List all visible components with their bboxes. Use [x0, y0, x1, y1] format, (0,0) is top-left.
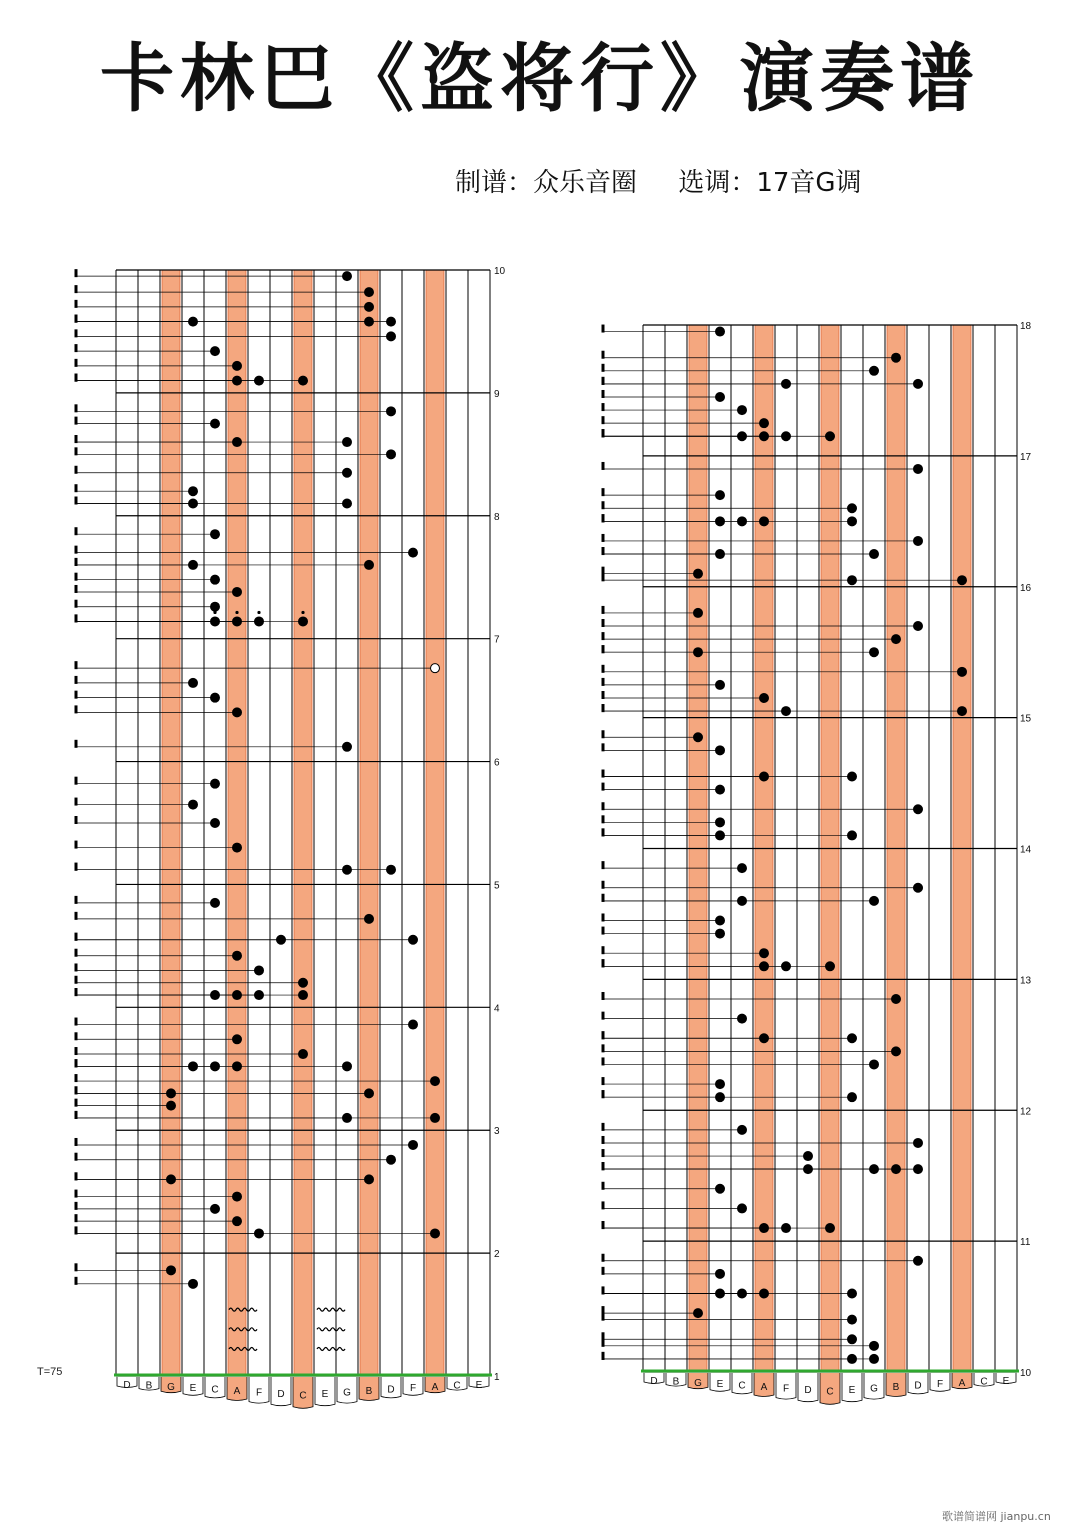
- key-label: C: [453, 1380, 461, 1392]
- note-dot: [233, 361, 242, 370]
- measure-label: 7: [494, 634, 500, 646]
- note-dot: [211, 819, 220, 828]
- note-dot: [343, 1062, 352, 1071]
- note-dot: [738, 1014, 747, 1023]
- note-dot: [409, 1140, 418, 1149]
- note-dot: [716, 785, 725, 794]
- note-dot: [738, 1204, 747, 1213]
- note-dot: [211, 898, 220, 907]
- measure-label: 6: [494, 757, 500, 769]
- tremolo-mark: [317, 1347, 345, 1350]
- note-dot: [387, 1155, 396, 1164]
- note-dot: [233, 1035, 242, 1044]
- note-dot: [716, 746, 725, 755]
- note-dot: [716, 327, 725, 336]
- key-label: E: [321, 1388, 329, 1400]
- staccato-mark: [213, 611, 216, 614]
- key-label: E: [716, 1379, 724, 1391]
- note-dot: [189, 1279, 198, 1288]
- key-label: D: [387, 1384, 395, 1396]
- note-dot: [892, 635, 901, 644]
- note-dot: [343, 272, 352, 281]
- staccato-mark: [257, 611, 260, 614]
- note-dot: [848, 504, 857, 513]
- note-dot: [343, 499, 352, 508]
- note-dot: [365, 1089, 374, 1098]
- key-label: D: [123, 1380, 131, 1391]
- note-dot: [870, 1060, 879, 1069]
- note-dot: [914, 379, 923, 388]
- note-dot: [716, 1080, 725, 1089]
- note-dot: [211, 779, 220, 788]
- note-dot: [189, 487, 198, 496]
- note-dot: [343, 468, 352, 477]
- note-dot: [848, 1093, 857, 1102]
- note-dot: [299, 978, 308, 987]
- key-label: E: [848, 1384, 856, 1396]
- note-dot: [233, 843, 242, 852]
- note-dot: [431, 664, 440, 673]
- note-dot: [716, 929, 725, 938]
- key-label: F: [936, 1379, 944, 1391]
- highlight-column: [294, 270, 312, 1376]
- key-label: A: [958, 1377, 966, 1389]
- key-label: G: [694, 1377, 702, 1389]
- key-label: G: [167, 1381, 175, 1393]
- key-label: D: [804, 1384, 812, 1396]
- key-label: B: [365, 1386, 373, 1398]
- measure-label: 10: [494, 266, 506, 277]
- measure-label: 13: [1020, 975, 1032, 987]
- note-dot: [431, 1229, 440, 1238]
- note-dot: [299, 1050, 308, 1059]
- key-label: D: [650, 1376, 658, 1387]
- note-dot: [848, 1289, 857, 1298]
- watermark: 歌谱简谱网 jianpu.cn: [942, 1510, 1051, 1523]
- key-label: F: [409, 1383, 417, 1395]
- note-dot: [431, 1113, 440, 1122]
- key-label: E: [189, 1383, 197, 1395]
- note-dot: [211, 1204, 220, 1213]
- note-dot: [914, 1165, 923, 1174]
- note-dot: [387, 865, 396, 874]
- note-dot: [804, 1152, 813, 1161]
- key-label: C: [211, 1384, 219, 1396]
- key-label: C: [738, 1380, 746, 1392]
- note-dot: [716, 1184, 725, 1193]
- note-dot: [848, 1034, 857, 1043]
- key-label: B: [892, 1382, 900, 1394]
- measure-label: 15: [1020, 713, 1032, 725]
- note-dot: [738, 1125, 747, 1134]
- note-dot: [716, 916, 725, 925]
- note-dot: [738, 406, 747, 415]
- measure-label: 17: [1020, 451, 1032, 463]
- note-dot: [694, 1309, 703, 1318]
- note-dot: [716, 680, 725, 689]
- note-dot: [892, 1047, 901, 1056]
- note-dot: [870, 366, 879, 375]
- note-dot: [870, 896, 879, 905]
- note-dot: [914, 536, 923, 545]
- note-dot: [167, 1101, 176, 1110]
- note-dot: [694, 733, 703, 742]
- note-dot: [870, 648, 879, 657]
- chart-left: [76, 266, 506, 1408]
- note-dot: [958, 576, 967, 585]
- key-label: A: [760, 1382, 768, 1394]
- note-dot: [233, 708, 242, 717]
- key-label: B: [145, 1380, 153, 1392]
- staccato-mark: [301, 611, 304, 614]
- note-dot: [848, 831, 857, 840]
- measure-label: 1: [494, 1372, 500, 1383]
- note-dot: [914, 622, 923, 631]
- measure-label: 11: [1020, 1237, 1031, 1249]
- note-dot: [211, 575, 220, 584]
- page-title: 卡林巴《盗将行》演奏谱: [100, 36, 980, 122]
- note-dot: [255, 966, 264, 975]
- note-dot: [760, 419, 769, 428]
- note-dot: [738, 864, 747, 873]
- subtitle: 制谱：众乐音圈 选调：17音G调: [455, 168, 862, 198]
- note-dot: [848, 1315, 857, 1324]
- note-dot: [299, 617, 308, 626]
- note-dot: [233, 1217, 242, 1226]
- note-dot: [958, 707, 967, 716]
- measure-label: 5: [494, 880, 500, 892]
- key-label: D: [277, 1388, 285, 1400]
- note-dot: [365, 302, 374, 311]
- key-label: C: [299, 1390, 307, 1402]
- note-dot: [211, 693, 220, 702]
- measure-label: 12: [1020, 1106, 1032, 1118]
- note-dot: [716, 491, 725, 500]
- measure-label: 4: [494, 1003, 500, 1015]
- key-label: G: [343, 1387, 351, 1399]
- measure-label: 8: [494, 511, 500, 523]
- note-dot: [914, 464, 923, 473]
- note-dot: [365, 914, 374, 923]
- note-dot: [365, 560, 374, 569]
- chart-right: [603, 321, 1032, 1404]
- note-dot: [299, 376, 308, 385]
- note-dot: [914, 883, 923, 892]
- note-dot: [189, 678, 198, 687]
- tremolo-mark: [317, 1308, 345, 1311]
- note-dot: [716, 818, 725, 827]
- note-dot: [826, 1224, 835, 1233]
- note-dot: [870, 550, 879, 559]
- note-dot: [870, 1341, 879, 1350]
- note-dot: [211, 347, 220, 356]
- note-dot: [892, 995, 901, 1004]
- measure-label: 16: [1020, 582, 1032, 594]
- measure-label: 18: [1020, 321, 1032, 332]
- highlight-column: [228, 270, 246, 1376]
- key-label: E: [1002, 1376, 1010, 1387]
- key-label: A: [431, 1381, 439, 1393]
- highlight-column: [426, 270, 444, 1376]
- staccato-mark: [235, 611, 238, 614]
- note-dot: [848, 1335, 857, 1344]
- note-dot: [760, 949, 769, 958]
- note-dot: [387, 332, 396, 341]
- note-dot: [233, 1192, 242, 1201]
- tremolo-mark: [317, 1328, 345, 1331]
- note-dot: [694, 608, 703, 617]
- note-dot: [211, 602, 220, 611]
- note-dot: [826, 962, 835, 971]
- note-dot: [167, 1266, 176, 1275]
- note-dot: [409, 935, 418, 944]
- key-label: A: [233, 1386, 241, 1398]
- note-dot: [387, 407, 396, 416]
- note-dot: [211, 530, 220, 539]
- note-dot: [914, 1138, 923, 1147]
- note-dot: [409, 1020, 418, 1029]
- note-dot: [848, 517, 857, 526]
- key-label: B: [672, 1376, 680, 1388]
- note-dot: [716, 1269, 725, 1278]
- measure-label: 14: [1020, 844, 1032, 856]
- key-label: G: [870, 1383, 878, 1395]
- highlight-column: [360, 270, 378, 1376]
- note-dot: [387, 450, 396, 459]
- note-dot: [365, 1175, 374, 1184]
- note-dot: [958, 667, 967, 676]
- note-dot: [343, 438, 352, 447]
- measure-label: 10: [1020, 1368, 1032, 1379]
- key-label: E: [475, 1380, 483, 1391]
- note-dot: [716, 392, 725, 401]
- note-dot: [409, 548, 418, 557]
- tempo-label: T=75: [37, 1366, 63, 1378]
- note-dot: [211, 419, 220, 428]
- key-label: C: [980, 1376, 988, 1388]
- key-label: D: [914, 1380, 922, 1392]
- note-dot: [870, 1354, 879, 1363]
- key-label: F: [255, 1387, 263, 1399]
- note-dot: [914, 1256, 923, 1265]
- note-dot: [233, 951, 242, 960]
- note-dot: [387, 317, 396, 326]
- note-dot: [848, 772, 857, 781]
- note-dot: [431, 1077, 440, 1086]
- note-dot: [892, 353, 901, 362]
- key-label: F: [782, 1383, 790, 1395]
- note-dot: [914, 805, 923, 814]
- note-dot: [189, 800, 198, 809]
- measure-label: 2: [494, 1249, 500, 1261]
- note-dot: [365, 288, 374, 297]
- note-dot: [760, 693, 769, 702]
- note-dot: [299, 991, 308, 1000]
- note-dot: [233, 587, 242, 596]
- key-label: C: [826, 1386, 834, 1398]
- note-dot: [826, 432, 835, 441]
- measure-label: 9: [494, 388, 500, 400]
- note-dot: [694, 569, 703, 578]
- note-dot: [343, 742, 352, 751]
- measure-label: 3: [494, 1126, 500, 1138]
